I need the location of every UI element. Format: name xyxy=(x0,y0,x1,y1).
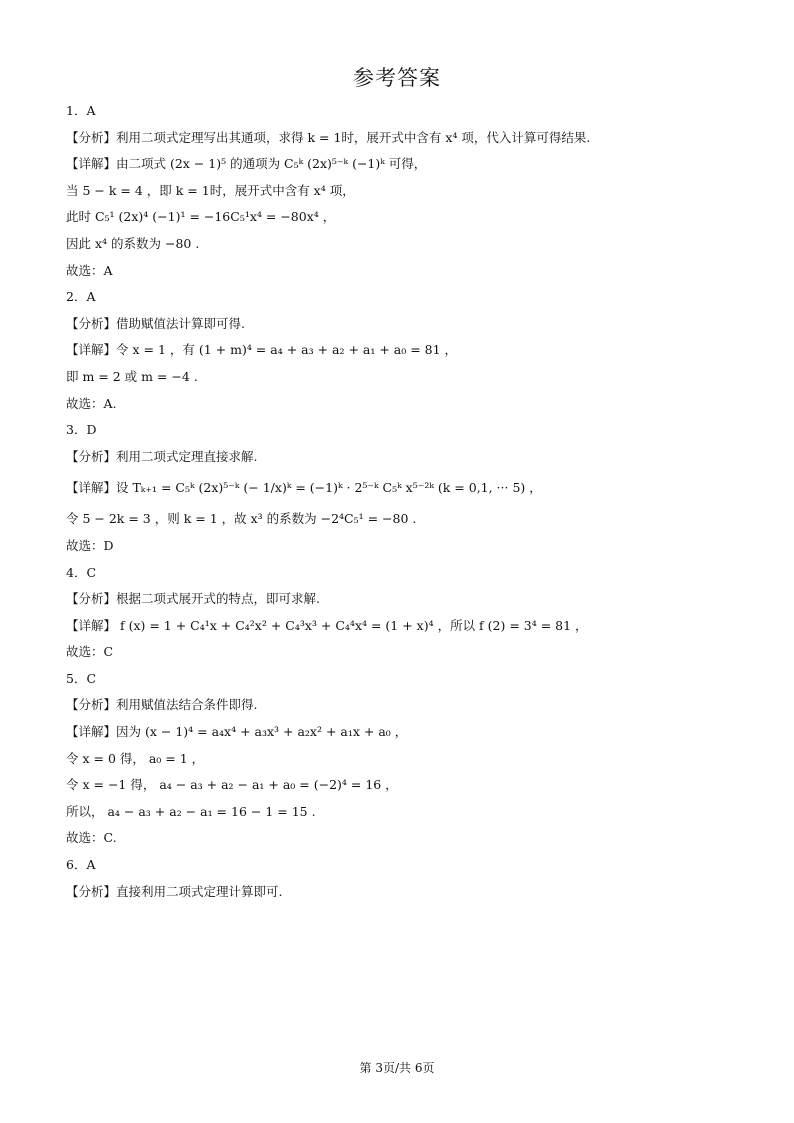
detail-line: 【详解】令 x = 1 ，有 (1 + m)⁴ = a₄ + a₃ + a₂ + a₁ + a₀ = 81 ， xyxy=(66,342,458,358)
detail-line: 即 m = 2 或 m = −4 . xyxy=(66,368,198,384)
detail-line: 【详解】由二项式 (2x − 1)⁵ 的通项为 C₅ᵏ (2x)⁵⁻ᵏ (−1)ᵏ 可得， xyxy=(66,156,427,172)
detail-line: 令 x = −1 得， a₄ − a₃ + a₂ − a₁ + a₀ = (−2)⁴ = 16 ， xyxy=(66,777,398,793)
analysis-line: 【分析】利用赋值法结合条件即得. xyxy=(66,697,258,713)
analysis-line: 【分析】利用二项式定理写出其通项，求得 k = 1时，展开式中含有 x⁴ 项，代入计算可得结果. xyxy=(66,129,591,145)
answer-number: 3．D xyxy=(66,422,97,438)
analysis-line: 【分析】利用二项式定理直接求解. xyxy=(66,448,258,464)
answer-number: 4．C xyxy=(66,564,97,580)
choice-line: 故选：C. xyxy=(66,830,117,846)
detail-line: 令 x = 0 得， a₀ = 1 ， xyxy=(66,750,205,766)
analysis-line: 【分析】直接利用二项式定理计算即可. xyxy=(66,883,283,899)
detail-line: 因此 x⁴ 的系数为 −80 . xyxy=(66,235,200,251)
detail-line: 当 5 − k = 4 ，即 k = 1时，展开式中含有 x⁴ 项， xyxy=(66,182,355,198)
choice-line: 故选：C xyxy=(66,644,114,660)
page-title: 参考答案 xyxy=(353,66,441,90)
analysis-line: 【分析】借助赋值法计算即可得. xyxy=(66,315,245,331)
choice-line: 故选：D xyxy=(66,537,114,553)
detail-line: 所以， a₄ − a₃ + a₂ − a₁ = 16 − 1 = 15 . xyxy=(66,803,316,819)
detail-line: 此时 C₅¹ (2x)⁴ (−1)¹ = −16C₅¹x⁴ = −80x⁴ ， xyxy=(66,209,336,225)
answer-body xyxy=(66,103,746,910)
answer-number: 1．A xyxy=(66,103,96,118)
detail-line: 令 5 − 2k = 3 ，则 k = 1 ，故 x³ 的系数为 −2⁴C₅¹ = −80 . xyxy=(66,511,417,527)
detail-line: 【详解】因为 (x − 1)⁴ = a₄x⁴ + a₃x³ + a₂x² + a₁x + a₀ ， xyxy=(66,724,408,740)
answer-number: 6．A xyxy=(66,857,96,873)
detail-line: 【详解】设 Tₖ₊₁ = C₅ᵏ (2x)⁵⁻ᵏ (− 1/x)ᵏ = (−1)ᵏ · 2⁵⁻ᵏ C₅ᵏ x⁵⁻²ᵏ (k = 0,1, ··· 5) ， xyxy=(66,480,542,496)
detail-line: 【详解】 f (x) = 1 + C₄¹x + C₄²x² + C₄³x³ + C₄⁴x⁴ = (1 + x)⁴ ，所以 f (2) = 3⁴ = 81 ， xyxy=(66,617,588,633)
choice-line: 故选：A xyxy=(66,262,113,278)
analysis-line: 【分析】根据二项式展开式的特点，即可求解. xyxy=(66,591,320,607)
answer-number: 5．C xyxy=(66,670,97,686)
page-footer: 第 3页/共 6页 xyxy=(359,1061,435,1075)
answer-number: 2．A xyxy=(66,289,96,305)
choice-line: 故选：A. xyxy=(66,395,117,411)
